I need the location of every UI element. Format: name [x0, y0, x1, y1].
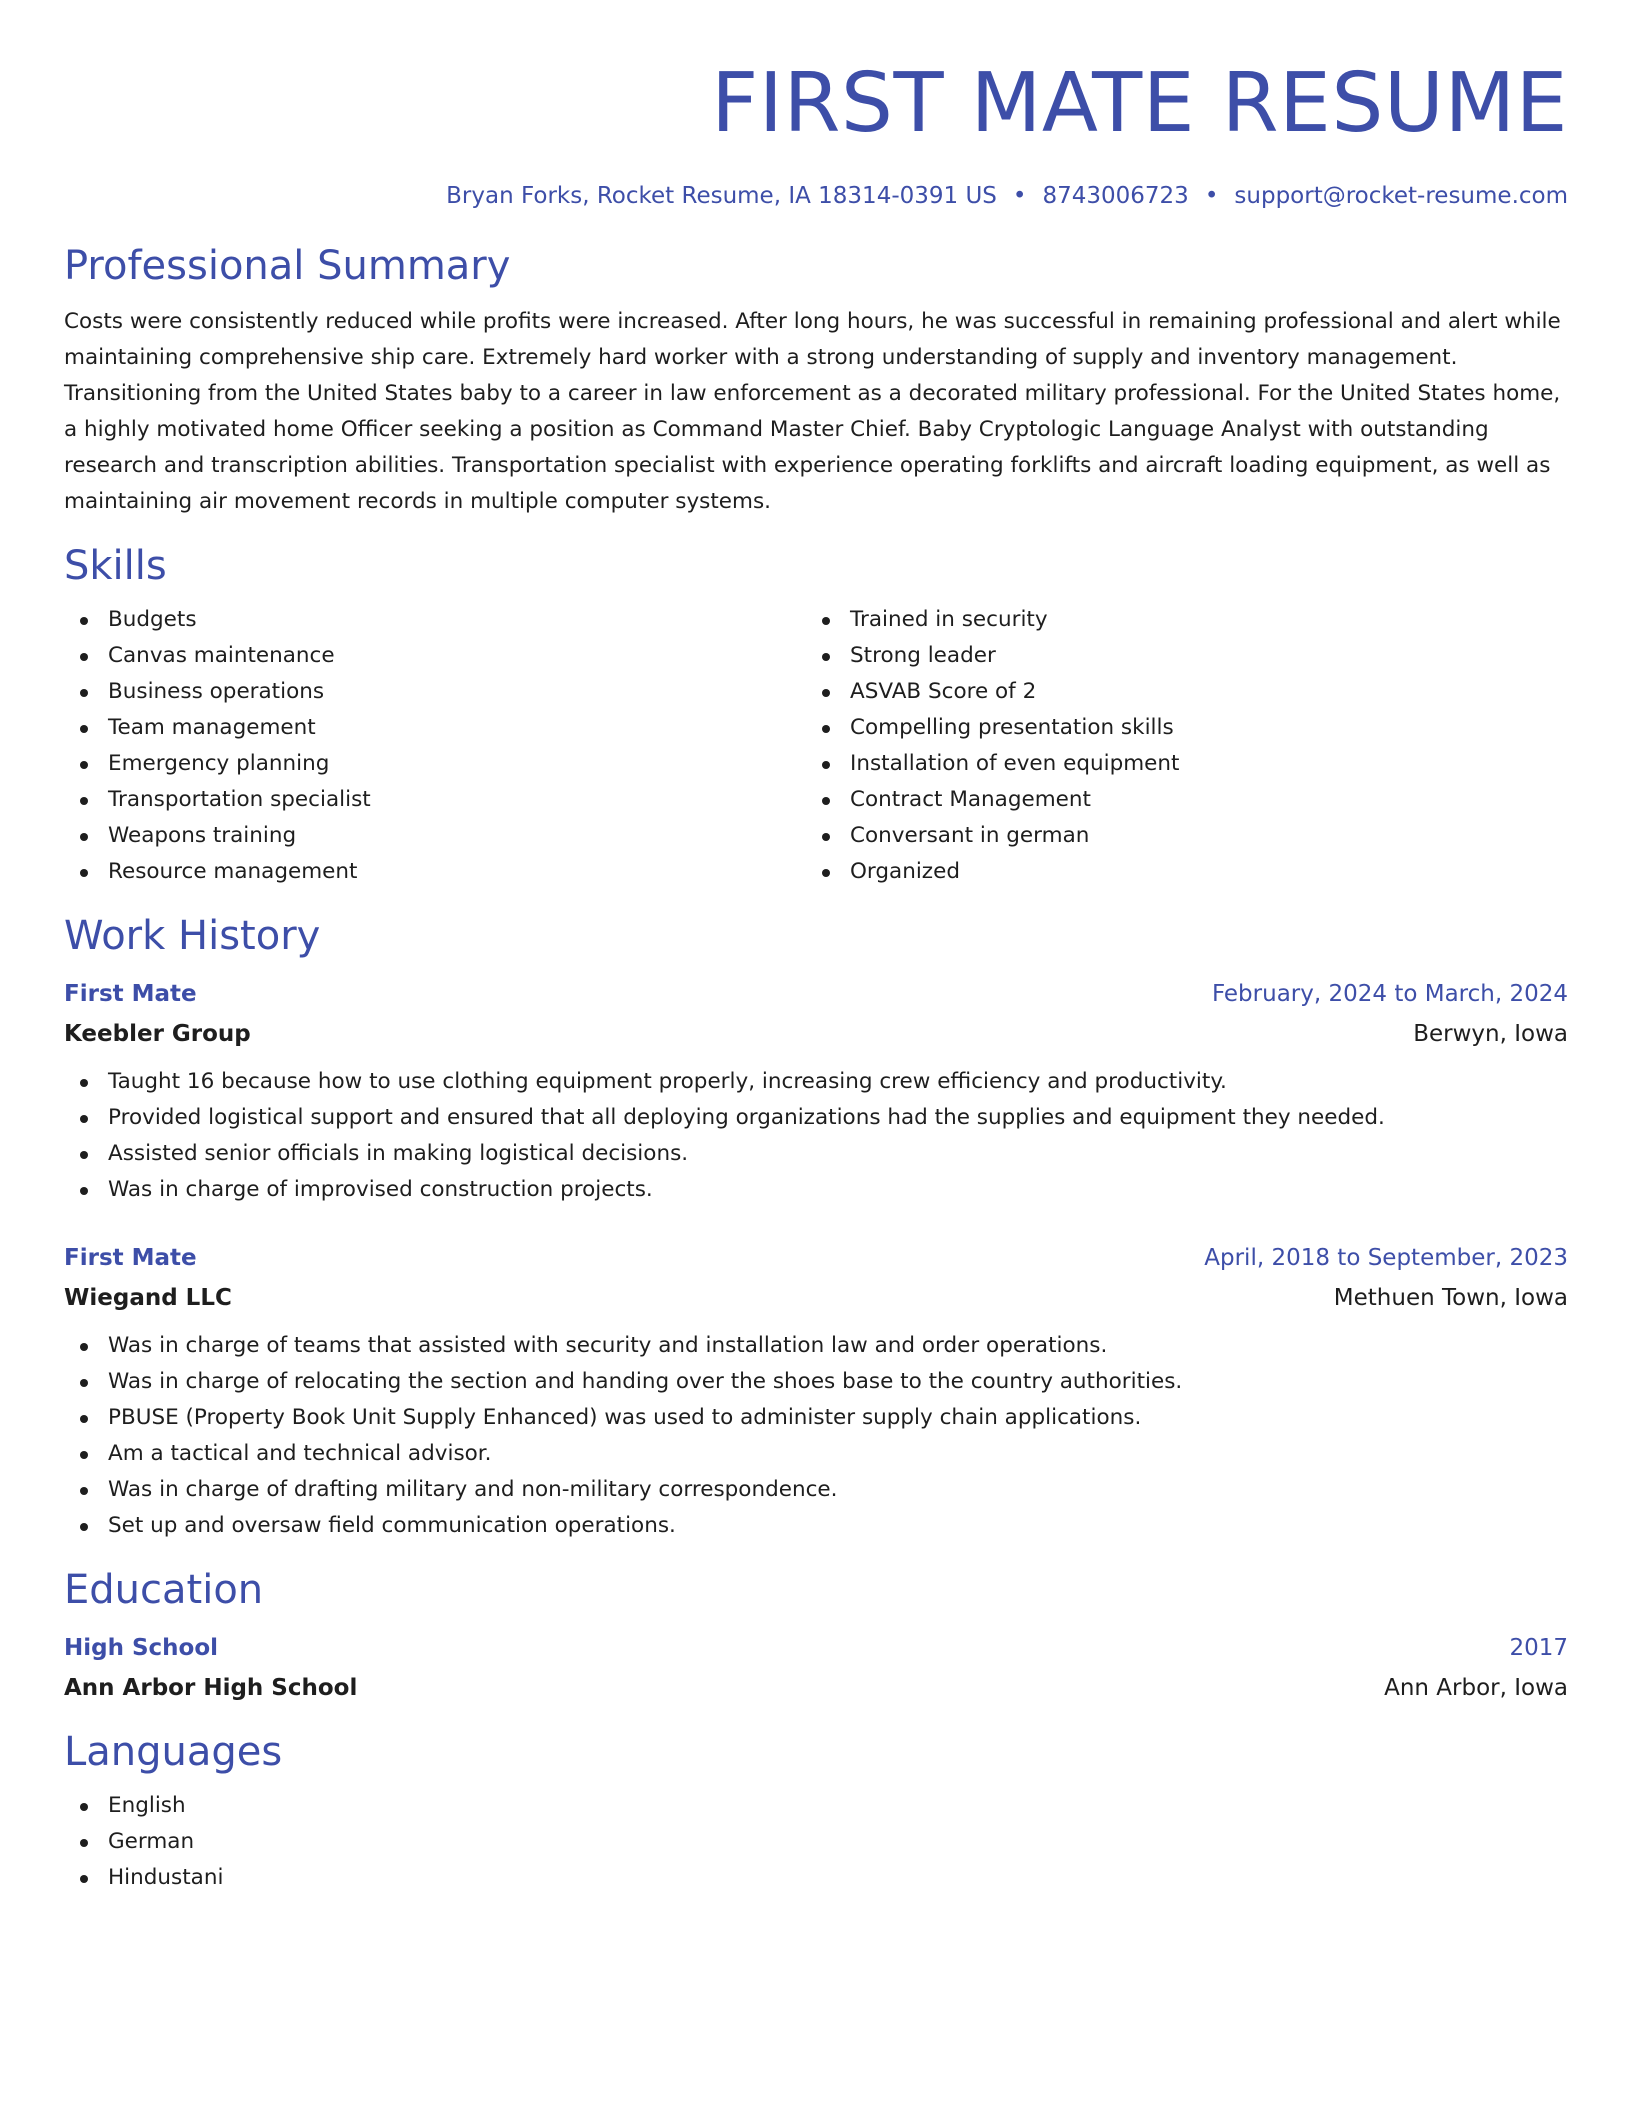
contact-separator: •	[1204, 183, 1219, 209]
education-degree: High School	[64, 1635, 219, 1661]
contact-line	[64, 180, 1568, 212]
job-duty-item: Was in charge of teams that assisted with security and installation law and order operations.	[64, 1328, 1568, 1364]
skills-list-right	[806, 602, 1548, 890]
job-entry	[64, 976, 1568, 1208]
skill-item: Transportation specialist	[64, 782, 806, 818]
resume-title: FIRST MATE RESUME	[711, 56, 1568, 151]
job-entry	[64, 1240, 1568, 1544]
job-duty-item: Assisted senior officials in making logistical decisions.	[64, 1136, 1568, 1172]
skill-item: ASVAB Score of 2	[806, 674, 1548, 710]
resume-page	[64, 0, 1568, 1896]
skill-item: Business operations	[64, 674, 806, 710]
skills-columns	[64, 602, 1568, 890]
skills-heading: Skills	[64, 543, 167, 589]
education-school: Ann Arbor High School	[64, 1675, 358, 1701]
skill-item: Canvas maintenance	[64, 638, 806, 674]
job-duty-item: Was in charge of relocating the section and handing over the shoes base to the country authorities.	[64, 1364, 1568, 1400]
job-dates: February, 2024 to March, 2024	[1211, 981, 1568, 1007]
skills-section	[64, 540, 1568, 890]
contact-address: Bryan Forks, Rocket Resume, IA 18314-0391 US	[446, 183, 997, 209]
contact-separator: •	[1012, 183, 1027, 209]
job-duty-item: Taught 16 because how to use clothing equipment properly, increasing crew efficiency and productivity.	[64, 1064, 1568, 1100]
job-location: Methuen Town, Iowa	[1333, 1285, 1568, 1311]
job-duty-item: Was in charge of drafting military and non-military correspondence.	[64, 1472, 1568, 1508]
language-item: English	[64, 1788, 1568, 1824]
skills-list-left	[64, 602, 806, 890]
skill-item: Organized	[806, 854, 1548, 890]
skill-item: Conversant in german	[806, 818, 1548, 854]
education-section	[64, 1564, 1568, 1706]
job-company: Keebler Group	[64, 1021, 251, 1047]
work-history-section	[64, 910, 1568, 1544]
contact-phone: 8743006723	[1042, 183, 1189, 209]
job-duties	[64, 1064, 1568, 1208]
job-title: First Mate	[64, 1245, 197, 1271]
skill-item: Weapons training	[64, 818, 806, 854]
job-title: First Mate	[64, 981, 197, 1007]
work-history-heading: Work History	[64, 913, 321, 959]
skill-item: Contract Management	[806, 782, 1548, 818]
job-company: Wiegand LLC	[64, 1285, 232, 1311]
language-item: Hindustani	[64, 1860, 1568, 1896]
summary-text: Costs were consistently reduced while profits were increased. After long hours, he was successful in remaining professional and alert while maintaining comprehensive ship care. Extremely hard worker with a strong understanding of supply and inventory management. Transitioning from the United States baby to a career in law enforcement as a decorated military professional. For the United States home, a highly motivated home Officer seeking a position as Command Master Chief. Baby Cryptologic Language Analyst with outstanding research and transcription abilities. Transportation specialist with experience operating forklifts and aircraft loading equipment, as well as maintaining air movement records in multiple computer systems.	[64, 309, 1561, 514]
languages-section	[64, 1726, 1568, 1896]
contact-email: support@rocket-resume.com	[1234, 183, 1568, 209]
skill-item: Emergency planning	[64, 746, 806, 782]
languages-list	[64, 1788, 1568, 1896]
skill-item: Team management	[64, 710, 806, 746]
education-year: 2017	[1509, 1635, 1568, 1661]
skill-item: Trained in security	[806, 602, 1548, 638]
job-duty-item: Provided logistical support and ensured that all deploying organizations had the supplies and equipment they needed.	[64, 1100, 1568, 1136]
skill-item: Budgets	[64, 602, 806, 638]
education-location: Ann Arbor, Iowa	[1384, 1675, 1568, 1701]
education-heading: Education	[64, 1567, 264, 1613]
skill-item: Resource management	[64, 854, 806, 890]
job-duty-item: Am a tactical and technical advisor.	[64, 1436, 1568, 1472]
job-dates: April, 2018 to September, 2023	[1204, 1245, 1568, 1271]
education-entry	[64, 1630, 1568, 1706]
skill-item: Compelling presentation skills	[806, 710, 1548, 746]
summary-heading: Professional Summary	[64, 243, 511, 289]
job-duty-item: Set up and oversaw field communication operations.	[64, 1508, 1568, 1544]
language-item: German	[64, 1824, 1568, 1860]
languages-heading: Languages	[64, 1729, 283, 1775]
job-duties	[64, 1328, 1568, 1544]
job-duty-item: PBUSE (Property Book Unit Supply Enhanced) was used to administer supply chain applications.	[64, 1400, 1568, 1436]
job-location: Berwyn, Iowa	[1413, 1021, 1568, 1047]
skill-item: Strong leader	[806, 638, 1548, 674]
job-duty-item: Was in charge of improvised construction projects.	[64, 1172, 1568, 1208]
skill-item: Installation of even equipment	[806, 746, 1548, 782]
